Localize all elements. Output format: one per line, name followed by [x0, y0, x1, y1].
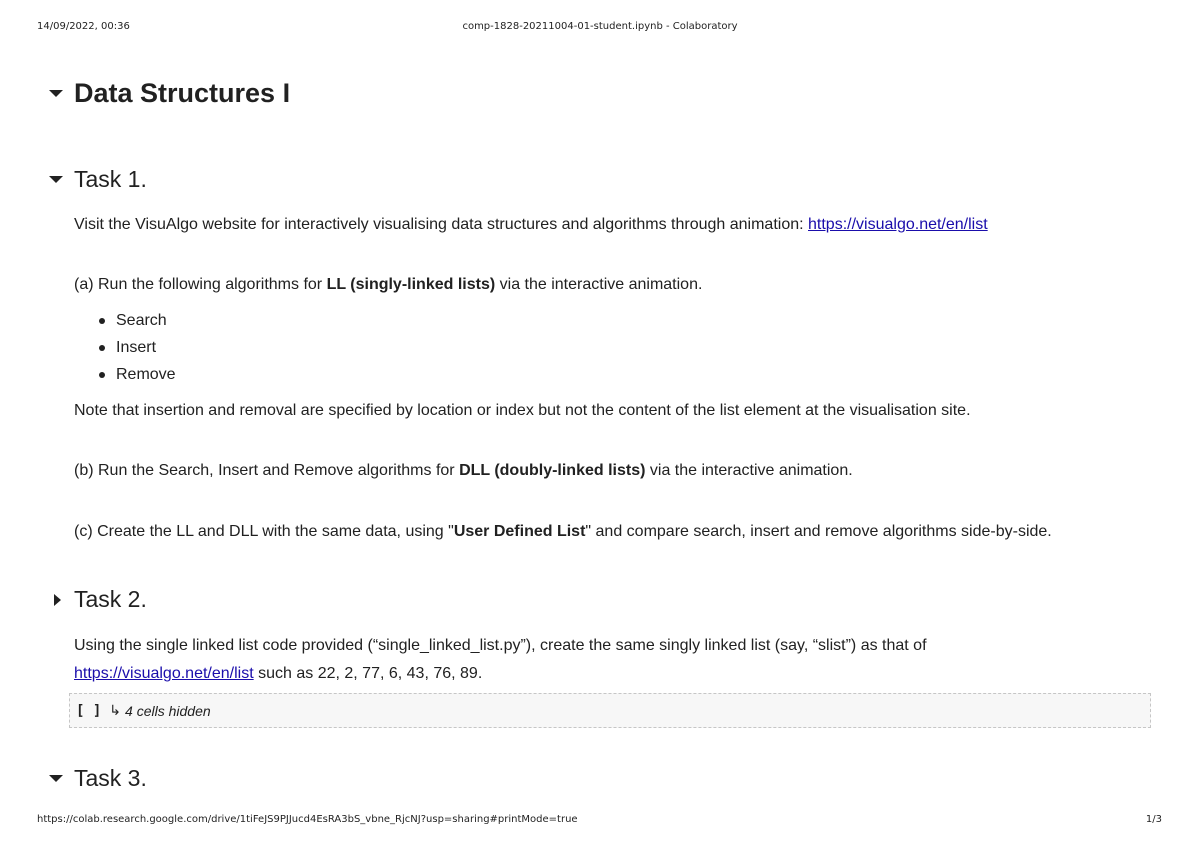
section-heading-task3[interactable]: [46, 765, 147, 792]
hidden-cells-bar[interactable]: [69, 693, 1151, 728]
part-c-bold: User Defined List: [453, 523, 586, 540]
task2-line2: [74, 660, 482, 688]
print-header-title: comp-1828-20211004-01-student.ipynb - Colaboratory: [462, 21, 738, 32]
task1-note: Note that insertion and removal are specified by location or index but not the content of the list element at the visualisation site.: [74, 402, 971, 419]
task2-line1: Using the single linked list code provided (“single_linked_list.py”), create the same singly linked list (say, “slist”) as that of: [74, 637, 927, 654]
part-b-bold: DLL (doubly-linked lists): [459, 462, 646, 479]
part-a-bold: LL (singly-linked lists): [326, 276, 496, 293]
task1-part-c: [74, 518, 1052, 546]
section-heading-task2[interactable]: [46, 586, 147, 613]
bullet-icon: [99, 372, 105, 378]
part-c-post: " and compare search, insert and remove algorithms side-by-side.: [585, 523, 1052, 540]
part-b-pre: (b) Run the Search, Insert and Remove algorithms for: [74, 462, 460, 479]
task1-title: Task 1.: [74, 166, 147, 192]
task2-title: Task 2.: [74, 586, 147, 612]
part-a-post: via the interactive animation.: [495, 276, 703, 293]
task2-line2-text: such as 22, 2, 77, 6, 43, 76, 89.: [253, 665, 483, 682]
visualgo-link[interactable]: https://visualgo.net/en/list: [808, 216, 988, 233]
section-heading-data-structures[interactable]: [46, 78, 290, 109]
task1-intro: [74, 211, 988, 239]
cell-run-brackets[interactable]: [ ]: [76, 702, 102, 719]
part-c-pre: (c) Create the LL and DLL with the same data, using ": [74, 523, 454, 540]
print-footer-page: 1/3: [1145, 814, 1162, 825]
bullet-icon: [99, 345, 105, 351]
list-item-label: Insert: [116, 339, 157, 356]
section-heading-task1[interactable]: [46, 166, 147, 193]
task3-title: Task 3.: [74, 765, 147, 791]
list-item: [74, 361, 176, 388]
algorithm-list: [74, 307, 176, 388]
task1-intro-text: Visit the VisuAlgo website for interactively visualising data structures and algorithms through animation:: [74, 216, 809, 233]
part-b-post: via the interactive animation.: [645, 462, 853, 479]
list-item-label: Search: [116, 312, 167, 329]
bullet-icon: [99, 318, 105, 324]
task1-part-a: [74, 271, 702, 299]
list-item: [74, 307, 176, 334]
list-item-label: Remove: [116, 366, 176, 383]
caret-down-icon[interactable]: [46, 90, 74, 97]
print-footer-url: https://colab.research.google.com/drive/1tiFeJS9PJJucd4EsRA3bS_vbne_RjcNJ?usp=sharing#printMode=true: [37, 814, 578, 825]
print-header-date: 14/09/2022, 00:36: [37, 21, 130, 32]
collapse-arrow-icon: ↳: [109, 702, 122, 718]
task1-part-b: [74, 457, 853, 485]
list-item: [74, 334, 176, 361]
page-title: Data Structures I: [74, 78, 291, 108]
caret-right-icon[interactable]: [46, 594, 74, 606]
visualgo-link[interactable]: https://visualgo.net/en/list: [74, 665, 254, 682]
part-a-pre: (a) Run the following algorithms for: [74, 276, 327, 293]
hidden-cells-label: 4 cells hidden: [125, 702, 211, 719]
caret-down-icon[interactable]: [46, 775, 74, 782]
caret-down-icon[interactable]: [46, 176, 74, 183]
